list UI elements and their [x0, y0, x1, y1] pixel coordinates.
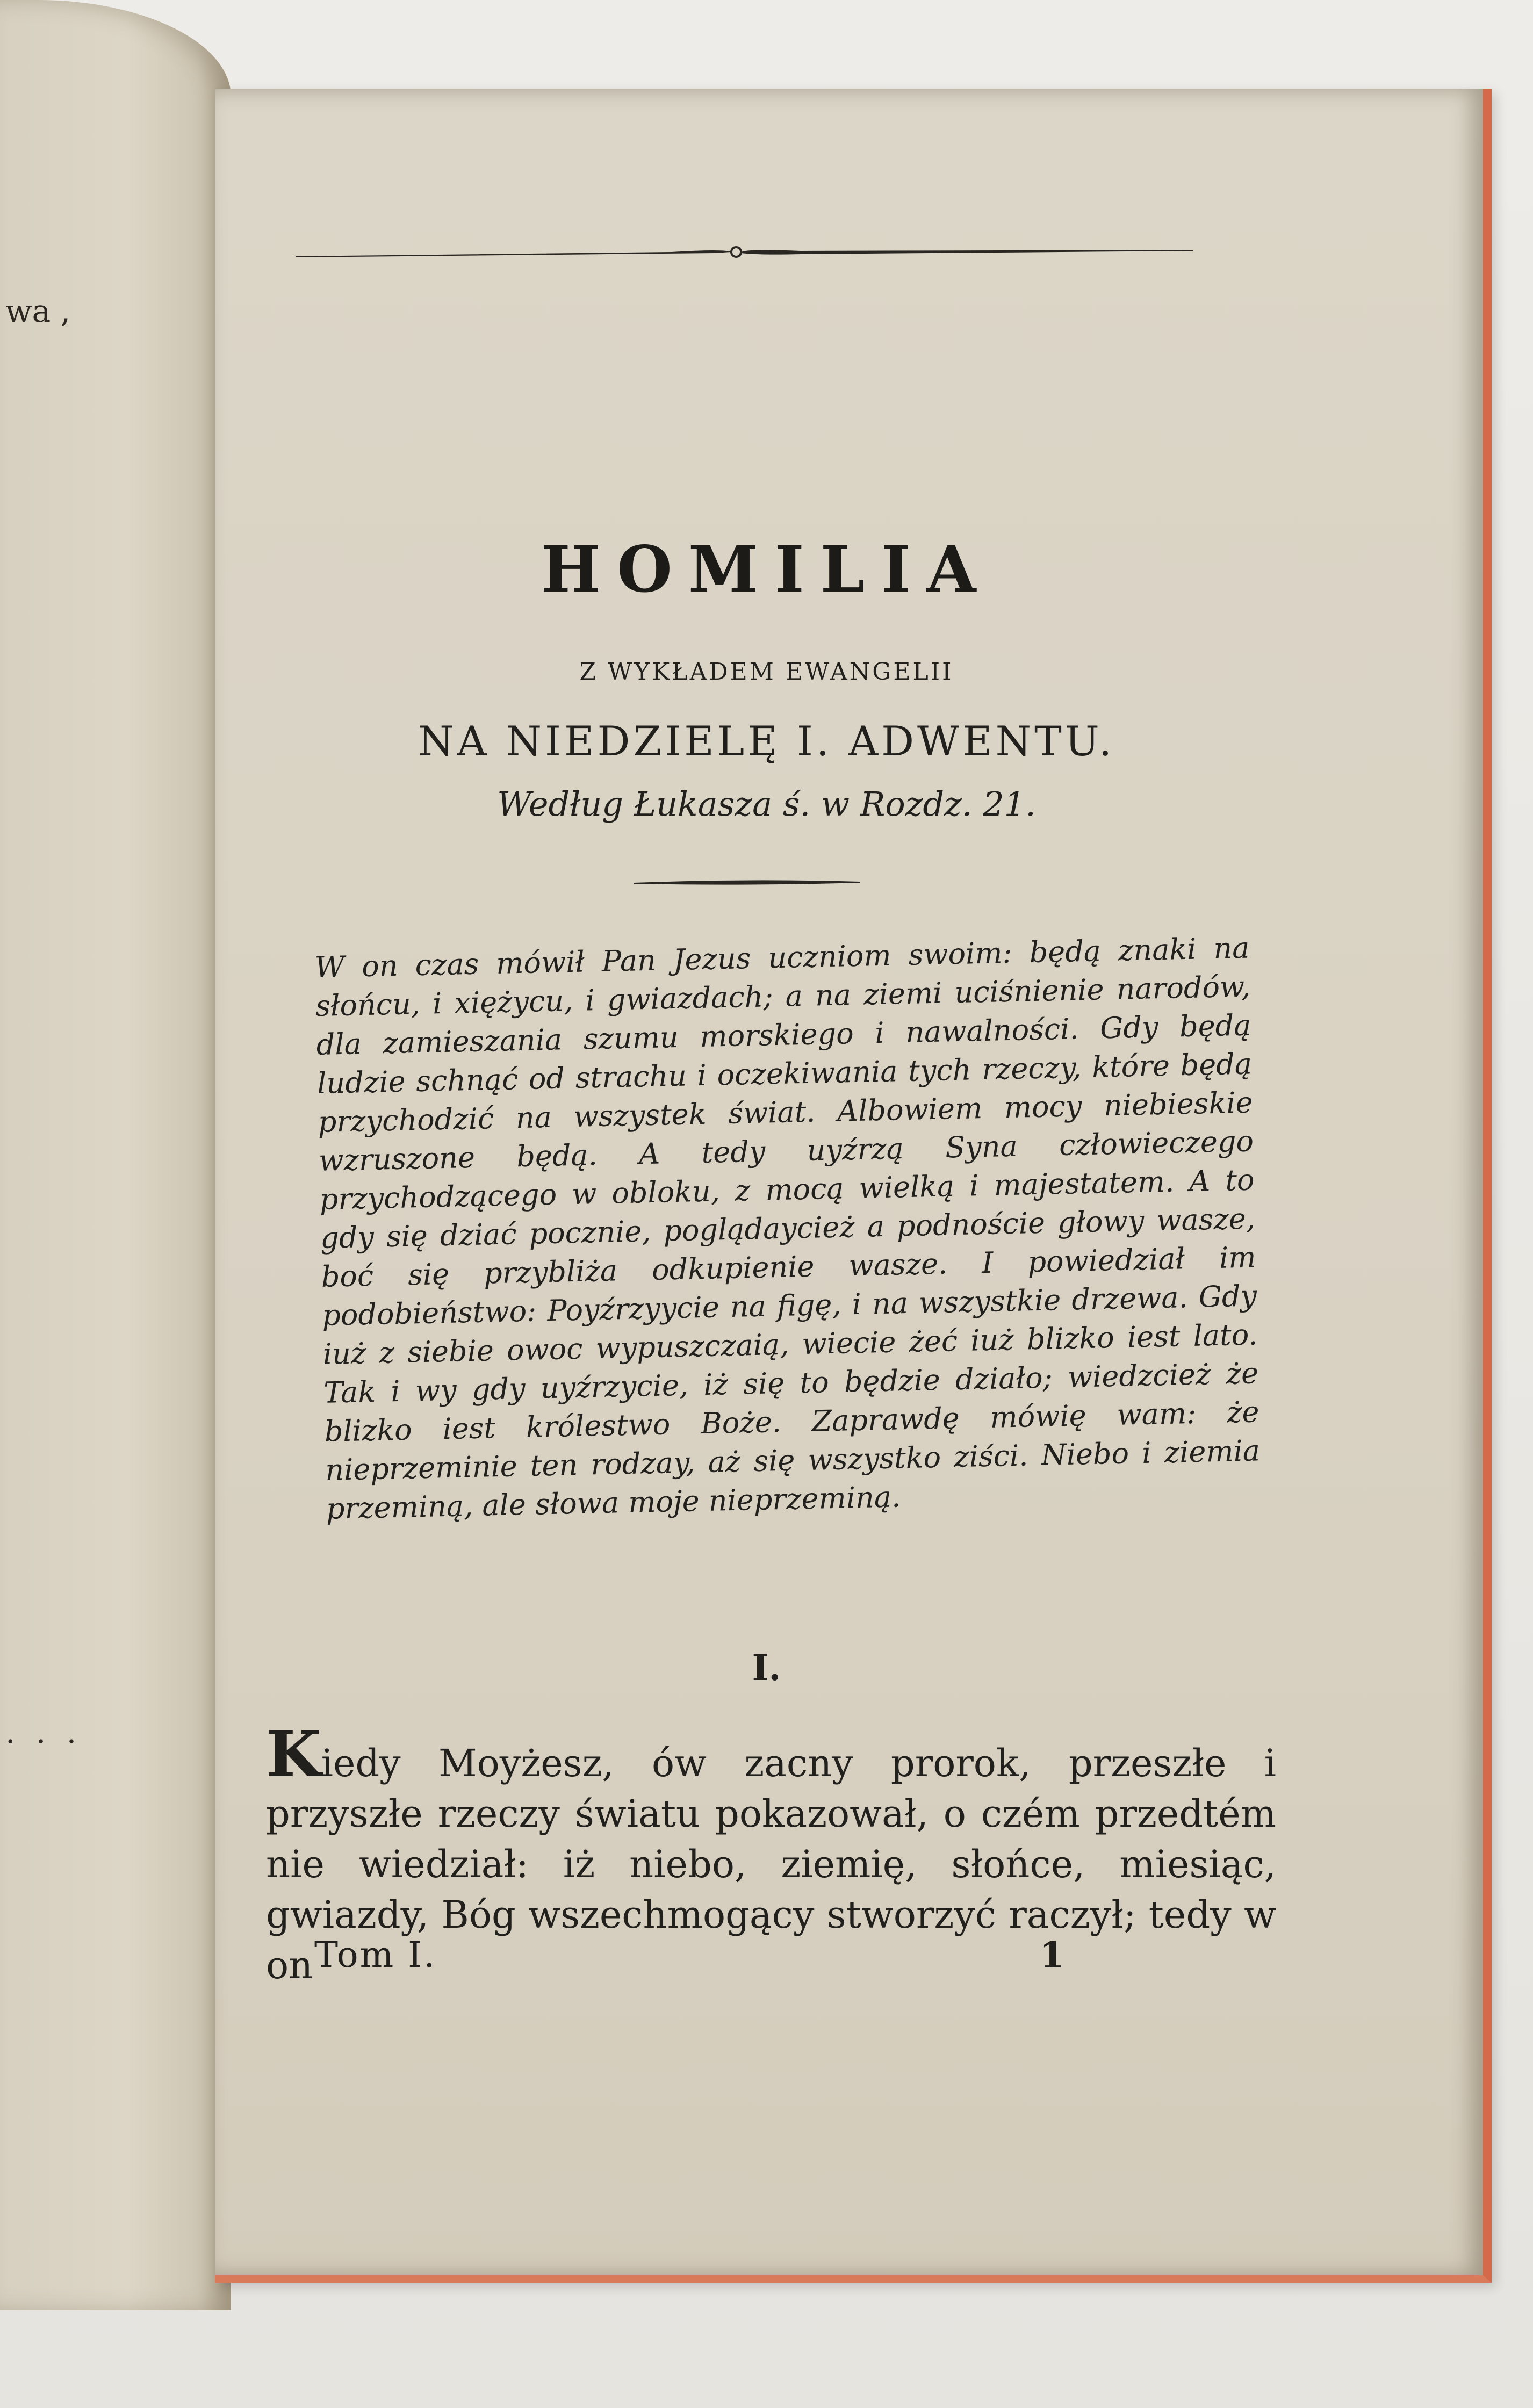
left-page: [0, 0, 231, 2310]
subtitle-reference: Według Łukasza ś. w Rozdz. 21.: [497, 784, 1036, 824]
ornamental-rule-top: [296, 244, 1193, 261]
footer-volume: Tom I.: [314, 1934, 437, 1976]
subtitle-big: NA NIEDZIELĘ I. ADWENTU.: [418, 717, 1115, 765]
left-page-fragment-bottom: . . .: [5, 1714, 82, 1750]
drop-cap: K: [266, 1717, 321, 1791]
page-title: HOMILIA: [541, 532, 992, 607]
gospel-passage: W on czas mówił Pan Jezus uczniom swoim: będą znaki na słońcu, i xiężycu, i gwiazdach; a na ziemi uciśnienie narodów, dla zamieszania szumu morskiego i nawalności. Gdy będą ludzie schnąć od strachu i oczekiwania tych rzeczy, które będą przychodzić na wszystek świat. Albowiem mocy niebieskie wzruszone będą. A tedy uyźrzą Syna człowieczego przychodzącego w obloku, z mocą wielką i majestatem. A to gdy się dziać pocznie, poglądaycież a podnoście głowy wasze, boć się przybliża odkupienie wasze. I powiedział im podobieństwo: Poyźrzyycie na figę, i na wszystkie drzewa. Gdy iuż z siebie owoc wypuszczaią, wiecie żeć iuż blizko iest lato. Tak i wy gdy uyźrzycie, iż się to będzie działo; wiedzcież że blizko iest królestwo Boże. Zaprawdę mówię wam: że nieprzeminie ten rodzay, aż się wszystko ziści. Niebo i ziemia przeminą, ale słowa moje nieprzeminą.: [314, 931, 1261, 1526]
ornamental-rule-short: [634, 878, 860, 886]
section-number: I.: [752, 1647, 781, 1689]
left-page-fragment-top: wa ,: [5, 293, 71, 329]
footer-page-number: 1: [1040, 1934, 1064, 1976]
subtitle-small: Z WYKŁADEM EWANGELII: [579, 658, 954, 686]
body-text: iedy Moyżesz, ów zacny prorok, przeszłe i przyszłe rzeczy światu pokazował, o czém przedtém nie wiedział: iż niebo, ziemię, słońce, miesiąc, gwiazdy, Bóg wszechmogący stworzyć raczył; tedy w on: [266, 1741, 1276, 1987]
